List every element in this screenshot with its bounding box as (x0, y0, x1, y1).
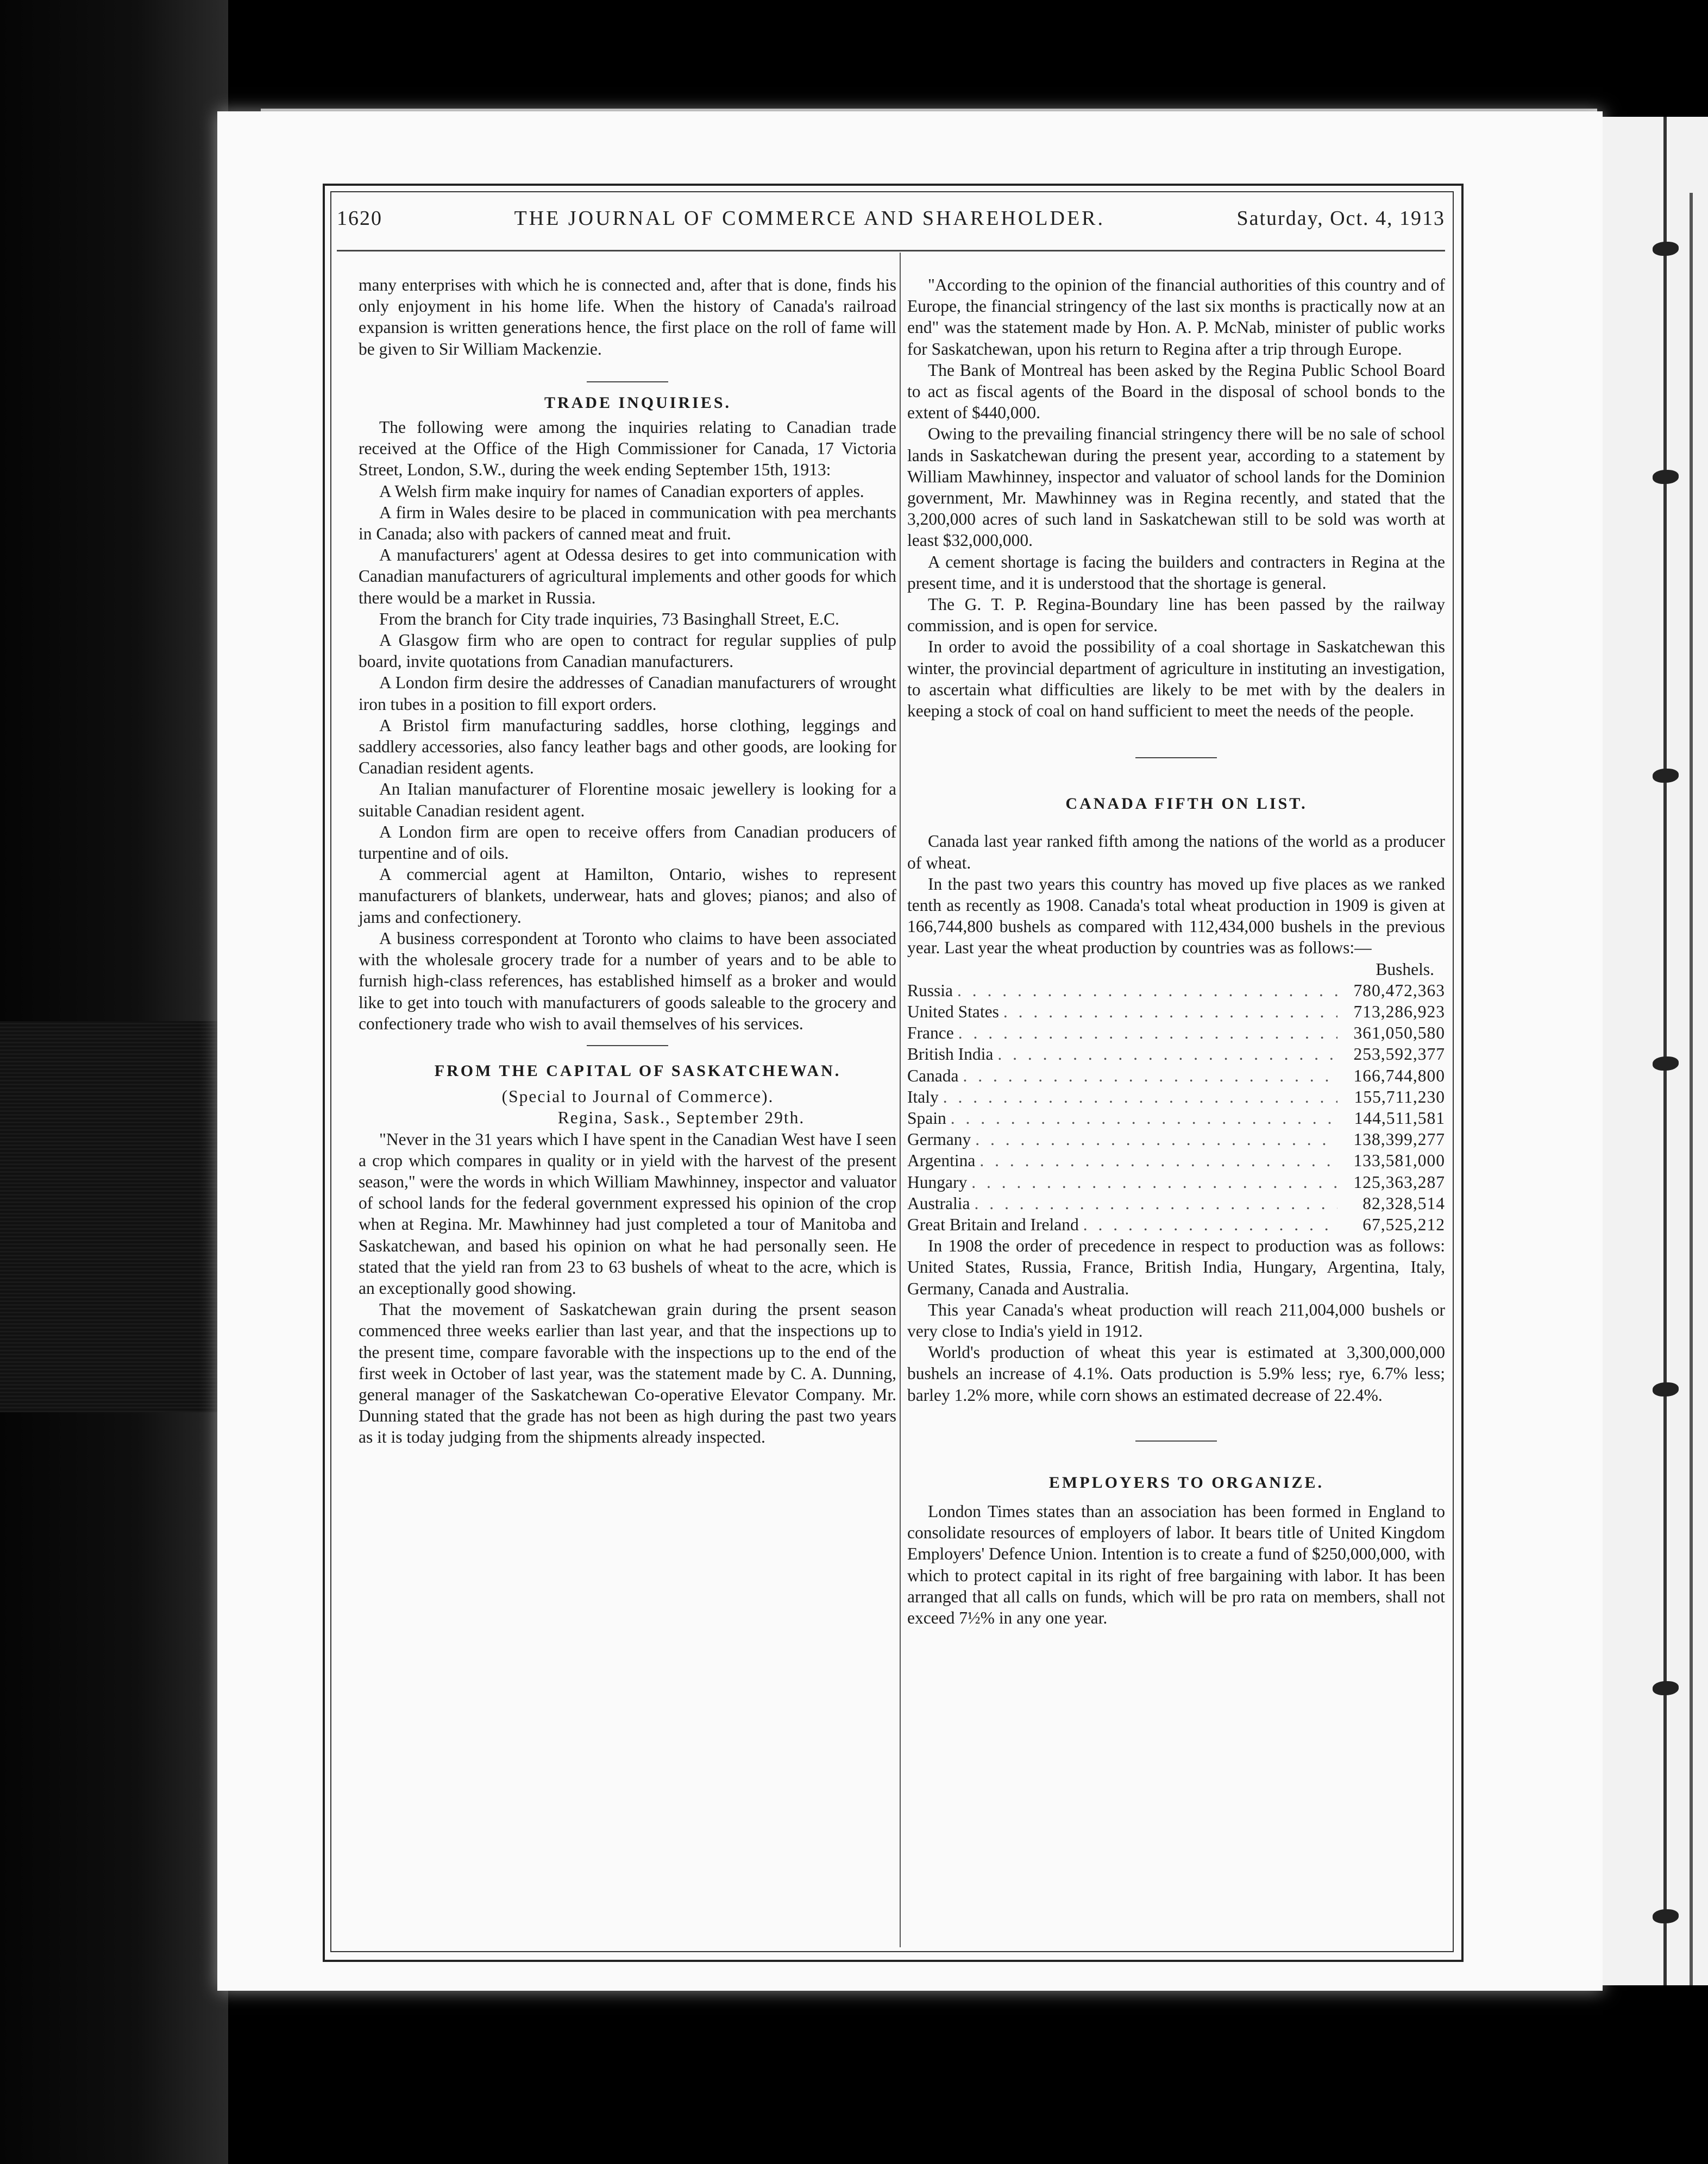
special-credit: (Special to Journal of Commerce). (501, 1087, 774, 1106)
column-divider (900, 253, 901, 1947)
binding-clip-icon (1653, 242, 1679, 256)
table-row (907, 1086, 1445, 1108)
scan-background-left (0, 0, 228, 2164)
trade-inquiries-heading: TRADE INQUIRIES. (544, 393, 732, 412)
bushels-value: 138,399,277 (1353, 1130, 1445, 1149)
leader-dots (951, 1108, 1337, 1129)
table-row (907, 1001, 1445, 1022)
binding-clip-icon (1653, 1681, 1679, 1695)
leader-dots (1003, 1001, 1337, 1022)
table-row (907, 1065, 1445, 1086)
scan-noise-band (0, 1021, 228, 1412)
bushels-value: 361,050,580 (1353, 1023, 1445, 1043)
page-header (337, 206, 1445, 250)
canada-paragraph: Canada last year ranked fifth among the nations of the world as a producer of wheat. (907, 832, 1445, 872)
trade-item: A London firm desire the addresses of Canadian manufacturers of wrought iron tubes in a position to fill export orders. (359, 673, 896, 714)
bushels-value: 166,744,800 (1353, 1066, 1445, 1085)
country-name: Italy (907, 1087, 939, 1106)
country-name: Great Britain and Ireland (907, 1215, 1079, 1234)
binding-clip-icon (1653, 470, 1679, 484)
bushels-value: 780,472,363 (1353, 980, 1445, 1000)
leader-dots (1083, 1214, 1337, 1235)
table-header-bushels: Bushels. (1376, 959, 1434, 979)
country-name: Spain (907, 1109, 946, 1128)
country-name: Hungary (907, 1172, 968, 1192)
canada-paragraph: In the past two years this country has moved up five places as we ranked tenth as recently as 1908. Canada's total wheat production in 1909 is given at 166,744,800 bushels as compared with 112,434,000 bushels in the previous year. Last year the wheat production by countries was as follows:— (907, 874, 1445, 958)
trade-item: A commercial agent at Hamilton, Ontario, wishes to represent manufacturers of blankets, underwear, hats and gloves; pianos; and also of jams and confectionery. (359, 865, 896, 927)
country-name: United States (907, 1002, 999, 1022)
country-name: British India (907, 1045, 994, 1064)
bushels-value: 133,581,000 (1353, 1151, 1445, 1171)
saskatchewan-paragraph: In order to avoid the possibility of a coal shortage in Saskatchewan this winter, the provincial department of agriculture in instituting an investigation, to ascertain what difficulties are likely to be met with by the dealers in keeping a stock of coal on hand sufficient to meet the needs of the people. (907, 637, 1445, 721)
leader-dots (975, 1129, 1337, 1150)
bushels-value: 253,592,377 (1353, 1045, 1445, 1064)
table-row (907, 1172, 1445, 1193)
saskatchewan-paragraph: The Bank of Montreal has been asked by the Regina Public School Board to act as fiscal agents of the Board in the disposal of school bonds to the extent of $440,000. (907, 360, 1445, 423)
table-row (907, 1214, 1445, 1235)
right-column (907, 274, 1445, 1628)
country-name: France (907, 1023, 954, 1043)
adjacent-page-edge (1603, 117, 1708, 1985)
trade-item: A manufacturers' agent at Odessa desires to get into communication with Canadian manufacturers of agricultural implements and other goods for which there would be a market in Russia. (359, 545, 896, 607)
bushels-value: 82,328,514 (1362, 1193, 1445, 1213)
bushels-value: 67,525,212 (1362, 1215, 1445, 1234)
employers-heading: EMPLOYERS TO ORGANIZE. (1048, 1473, 1324, 1492)
journal-title: THE JOURNAL OF COMMERCE AND SHAREHOLDER. (514, 207, 1106, 230)
binding-clip-icon (1653, 1909, 1679, 1923)
canada-fifth-heading: CANADA FIFTH ON LIST. (1065, 795, 1308, 813)
leader-dots (958, 1022, 1337, 1043)
binding-clip-icon (1653, 1382, 1679, 1396)
adjacent-frame-rule (1690, 193, 1708, 1985)
leader-dots (963, 1065, 1337, 1086)
table-row (907, 1108, 1445, 1129)
bushels-value: 155,711,230 (1354, 1087, 1445, 1106)
leader-dots (957, 980, 1337, 1001)
mackenzie-ending: many enterprises with which he is connected and, after that is done, finds his only enjoyment in his home life. When the history of Canada's railroad expansion is written generations hence, the first place on the roll of fame will be given to Sir William Mackenzie. (359, 275, 896, 358)
saskatchewan-paragraph: "Never in the 31 years which I have spent in the Canadian West have I seen a crop which compares in quality or in yield with the harvest of the present season," were the words in which William Mawhinney, inspector and valuator of school lands for the federal government expressed his opinion of the crop when at Regina. Mr. Mawhinney had just completed a tour of Manitoba and Saskatchewan, and based his opinion on what he had personally seen. He stated that the yield ran from 23 to 63 bushels of wheat to the acre, which is an exceptionally good showing. (359, 1129, 896, 1298)
page-number: 1620 (337, 207, 382, 230)
trade-item: A firm in Wales desire to be placed in communication with pea merchants in Canada; also with packers of canned meat and fruit. (359, 502, 896, 544)
trade-item: An Italian manufacturer of Florentine mosaic jewellery is looking for a suitable Canadian resident agent. (359, 779, 896, 820)
binding-clip-icon (1653, 1056, 1679, 1071)
trade-lead: The following were among the inquiries relating to Canadian trade received at the Office of the High Commissioner for Canada, 17 Victoria Street, London, S.W., during the week ending September 15th, 1913: (359, 418, 896, 480)
binding-clip-icon (1653, 769, 1679, 783)
saskatchewan-paragraph: Owing to the prevailing financial stringency there will be no sale of school lands in Saskatchewan during the present year, according to a statement by William Mawhinney, inspector and valuator of school lands for the Dominion government, Mr. Mawhinney was in Regina recently, and stated that the 3,200,000 acres of such land in Saskatchewan still to be sold was worth at least $32,000,000. (907, 424, 1445, 550)
country-name: Australia (907, 1193, 970, 1213)
left-column (359, 274, 896, 1448)
employers-paragraph: London Times states than an association has been formed in England to consolidate resources of employers of labor. It bears title of United Kingdom Employers' Defence Union. Intention is to create a fund of $250,000,000, with which to protect capital in its right of free bargaining with labor. It has been arranged that all calls on funds, which will be pro rata on members, shall not exceed 7½% in any one year. (907, 1501, 1445, 1627)
bushels-value: 125,363,287 (1353, 1172, 1445, 1192)
dateline: Regina, Sask., September 29th. (557, 1108, 805, 1128)
table-row (907, 1043, 1445, 1065)
bushels-value: 144,511,581 (1354, 1109, 1445, 1128)
country-name: Germany (907, 1130, 971, 1149)
canada-paragraph: In 1908 the order of precedence in respect to production was as follows: United States, Russia, France, British India, Hungary, Argentina, Italy, Germany, Canada and Australia. (907, 1236, 1445, 1298)
trade-item: A business correspondent at Toronto who claims to have been associated with the wholesale grocery trade for a number of years and to be able to furnish high-class references, has established himself as a broker and would like to get into touch with manufacturers of goods saleable to the grocery and confectionery trade who wish to avail themselves of his services. (359, 928, 896, 1033)
trade-item: A London firm are open to receive offers from Canadian producers of turpentine and of oils. (359, 822, 896, 863)
trade-branch: From the branch for City trade inquiries, 73 Basinghall Street, E.C. (379, 609, 839, 628)
saskatchewan-paragraph: That the movement of Saskatchewan grain during the prsent season commenced three weeks earlier than last year, and that the inspections up to the present time, compare favorable with the inspections up to the end of the first week in October of last year, was the statement made by C. A. Dunning, general manager of the Saskatchewan Co-operative Elevator Company. Mr. Dunning stated that the grade has not been as high during the past two years as it is today judging from the shipments already inspected. (359, 1300, 896, 1447)
trade-item: A Bristol firm manufacturing saddles, horse clothing, leggings and saddlery accessories, also fancy leather bags and other goods, are looking for Canadian resident agents. (359, 715, 896, 778)
saskatchewan-paragraph: "According to the opinion of the financial authorities of this country and of Europe, the financial stringency of the last six months is practically now at an end" was the statement made by Hon. A. P. McNab, minister of public works for Saskatchewan, upon his return to Regina after a trip through Europe. (907, 275, 1445, 358)
table-row (907, 1022, 1445, 1043)
trade-item: A Welsh firm make inquiry for names of Canadian exporters of apples. (379, 481, 864, 501)
table-row (907, 1150, 1445, 1171)
table-row (907, 1129, 1445, 1150)
bushels-value: 713,286,923 (1353, 1002, 1445, 1022)
trade-item: A Glasgow firm who are open to contract for regular supplies of pulp board, invite quotations from Canadian manufacturers. (359, 631, 896, 671)
leader-dots (943, 1086, 1337, 1108)
country-name: Canada (907, 1066, 959, 1085)
canada-paragraph: World's production of wheat this year is estimated at 3,300,000,000 bushels an increase of 4.1%. Oats production is 5.9% less; rye, 6.7% less; barley 1.2% more, while corn shows an estimated decrease of 22.4%. (907, 1343, 1445, 1405)
leader-dots (997, 1043, 1337, 1065)
header-rule (337, 250, 1445, 251)
table-row (907, 1193, 1445, 1214)
issue-date: Saturday, Oct. 4, 1913 (1236, 207, 1445, 230)
table-row (907, 980, 1445, 1001)
saskatchewan-heading: FROM THE CAPITAL OF SASKATCHEWAN. (434, 1061, 842, 1080)
canada-paragraph: This year Canada's wheat production will reach 211,004,000 bushels or very close to India's yield in 1912. (907, 1300, 1445, 1341)
leader-dots (979, 1150, 1337, 1171)
binding-rule (1663, 117, 1667, 1985)
country-name: Russia (907, 980, 953, 1000)
wheat-production-table (907, 959, 1445, 1235)
saskatchewan-paragraph: A cement shortage is facing the builders and contracters in Regina at the present time, and it is understood that the shortage is general. (907, 552, 1445, 593)
country-name: Argentina (907, 1151, 976, 1171)
saskatchewan-paragraph: The G. T. P. Regina-Boundary line has been passed by the railway commission, and is open for service. (907, 595, 1445, 636)
leader-dots (974, 1193, 1337, 1214)
leader-dots (971, 1172, 1337, 1193)
